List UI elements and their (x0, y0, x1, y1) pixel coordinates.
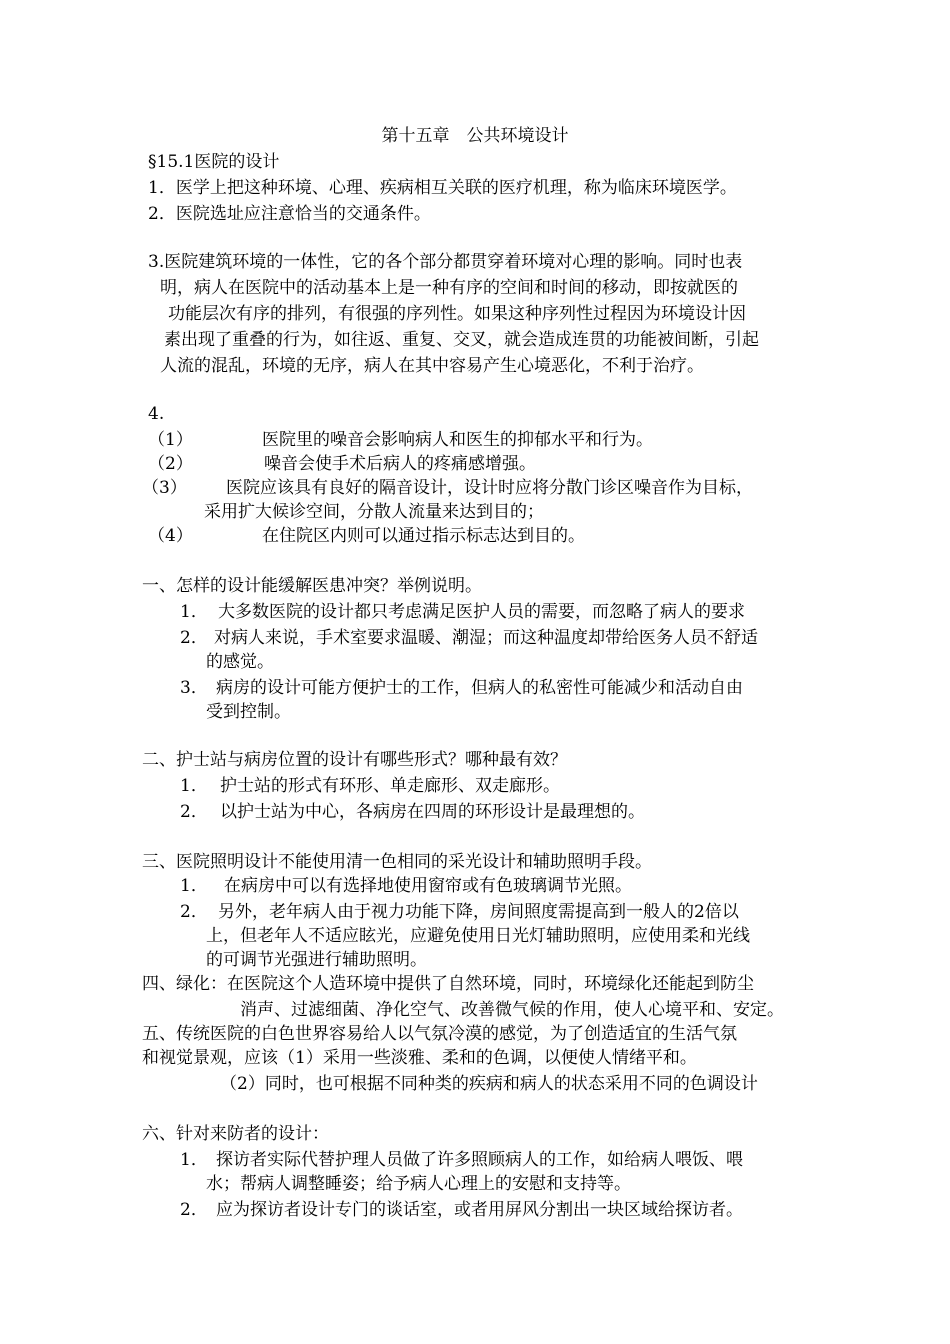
list-item-text: 应为探访者设计专门的谈话室，或者用屏风分割出一块区域给探访者。 (216, 1200, 743, 1220)
paragraph-3-line: 人流的混乱，环境的无序，病人在其中容易产生心境恶化，不利于治疗。 (160, 356, 704, 376)
list-item-number: 2． (180, 902, 208, 922)
list-item-number: 2． (180, 1200, 208, 1220)
list-item-continuation: 采用扩大候诊空间，分散人流量来达到目的； (204, 502, 544, 522)
list-item-number: （1） (148, 430, 193, 450)
paragraph-4-label: 4. (148, 404, 165, 424)
list-item-text: 对病人来说，手术室要求温暖、潮湿；而这种温度却带给医务人员不舒适 (214, 628, 758, 648)
list-item-text: 另外，老年病人由于视力功能下降，房间照度需提高到一般人的2倍以 (218, 902, 739, 922)
paragraph-3-line: 素出现了重叠的行为，如往返、重复、交叉，就会造成连贯的功能被间断，引起 (164, 330, 759, 350)
question-5-line: （2）同时，也可根据不同种类的疾病和病人的状态采用不同的色调设计 (220, 1074, 758, 1094)
question-2-heading: 二、护士站与病房位置的设计有哪些形式？哪种最有效？ (142, 750, 567, 770)
list-item-text: 噪音会使手术后病人的疼痛感增强。 (264, 454, 536, 474)
list-item-number: 2． (180, 628, 208, 648)
list-item-text: 在住院区内则可以通过指示标志达到目的。 (262, 526, 585, 546)
list-item-text: 大多数医院的设计都只考虑满足医护人员的需要，而忽略了病人的要求 (218, 602, 745, 622)
chapter-title: 第十五章 公共环境设计 (381, 126, 569, 146)
list-item-continuation: 上，但老年人不适应眩光，应避免使用日光灯辅助照明，应使用柔和光线 (206, 926, 750, 946)
list-item-text: 护士站的形式有环形、单走廊形、双走廊形。 (220, 776, 560, 796)
paragraph-3-line: 明，病人在医院中的活动基本上是一种有序的空间和时间的移动，即按就医的 (160, 278, 738, 298)
question-4-line: 四、绿化：在医院这个人造环境中提供了自然环境，同时，环境绿化还能起到防尘 (142, 974, 754, 994)
question-5-line: 和视觉景观，应该（1）采用一些淡雅、柔和的色调，以便使人情绪平和。 (142, 1048, 697, 1068)
list-item-number: 1． (180, 876, 208, 896)
list-item-number: （4） (148, 526, 193, 546)
list-item-number: （2） (148, 454, 193, 474)
list-item-text: 医院里的噪音会影响病人和医生的抑郁水平和行为。 (262, 430, 653, 450)
paragraph-3-line: 功能层次有序的排列，有很强的序列性。如果这种序列性过程因为环境设计因 (168, 304, 746, 324)
list-item-text: 探访者实际代替护理人员做了许多照顾病人的工作，如给病人喂饭、喂 (216, 1150, 743, 1170)
list-item-continuation: 的感觉。 (206, 652, 274, 672)
list-item-continuation: 的可调节光强进行辅助照明。 (206, 950, 427, 970)
list-item-number: 1． (180, 776, 208, 796)
list-item-continuation: 水；帮病人调整睡姿；给予病人心理上的安慰和支持等。 (206, 1174, 631, 1194)
paragraph-3-line: 3.医院建筑环境的一体性，它的各个部分都贯穿着环境对心理的影响。同时也表 (148, 252, 743, 272)
question-5-line: 五、传统医院的白色世界容易给人以气氛冷漠的感觉，为了创造适宜的生活气氛 (142, 1024, 737, 1044)
list-item-number: 1． (180, 602, 208, 622)
list-item-number: 2． (180, 802, 208, 822)
section-heading: §15.1医院的设计 (148, 152, 280, 172)
list-item-text: 在病房中可以有选择地使用窗帘或有色玻璃调节光照。 (224, 876, 632, 896)
question-3-heading: 三、医院照明设计不能使用清一色相同的采光设计和辅助照明手段。 (142, 852, 652, 872)
paragraph-1: 1．医学上把这种环境、心理、疾病相互关联的医疗机理，称为临床环境医学。 (148, 178, 737, 198)
question-4-line: 消声、过滤细菌、净化空气、改善微气候的作用，使人心境平和、安定。 (240, 1000, 784, 1020)
list-item-continuation: 受到控制。 (206, 702, 291, 722)
question-6-heading: 六、针对来防者的设计： (142, 1124, 329, 1144)
list-item-text: 病房的设计可能方便护士的工作，但病人的私密性可能减少和活动自由 (216, 678, 743, 698)
list-item-number: （3） (142, 478, 187, 498)
list-item-text: 以护士站为中心，各病房在四周的环形设计是最理想的。 (220, 802, 645, 822)
list-item-number: 3． (180, 678, 208, 698)
question-1-heading: 一、怎样的设计能缓解医患冲突？举例说明。 (142, 576, 482, 596)
list-item-text: 医院应该具有良好的隔音设计，设计时应将分散门诊区噪音作为目标， (226, 478, 753, 498)
paragraph-2: 2．医院选址应注意恰当的交通条件。 (148, 204, 431, 224)
list-item-number: 1． (180, 1150, 208, 1170)
